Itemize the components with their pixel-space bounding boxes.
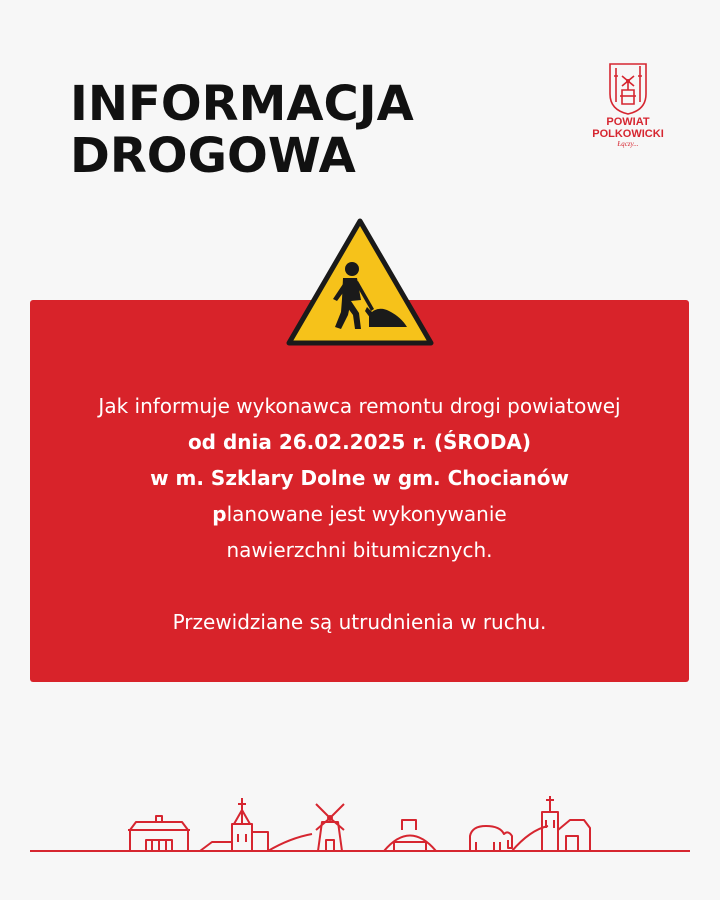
title-line-1: INFORMACJA	[70, 76, 414, 132]
notice-line-4-bold: p	[212, 502, 227, 526]
notice-line-3: w m. Szklary Dolne w gm. Chocianów	[150, 466, 569, 490]
notice-line-5: nawierzchni bitumicznych.	[226, 538, 493, 562]
notice-line-4	[30, 496, 689, 532]
town-skyline-icon	[0, 790, 720, 870]
title-line-2: DROGOWA	[70, 128, 356, 184]
logo-line-2: POLKOWICKI	[592, 128, 664, 140]
coat-of-arms-icon	[604, 56, 652, 116]
powiat-logo	[586, 56, 670, 149]
notice-message	[30, 388, 689, 640]
notice-line-4-rest: lanowane jest wykonywanie	[226, 502, 507, 526]
page-title	[70, 78, 414, 182]
notice-line-6: Przewidziane są utrudnienia w ruchu.	[172, 610, 547, 634]
logo-tagline: Łączy...	[617, 140, 639, 148]
notice-line-1: Jak informuje wykonawca remontu drogi powiatowej	[98, 394, 621, 418]
logo-line-1: POWIAT	[606, 116, 650, 128]
notice-line-2: od dnia 26.02.2025 r. (ŚRODA)	[187, 430, 532, 454]
roadworks-warning-icon	[285, 215, 435, 350]
